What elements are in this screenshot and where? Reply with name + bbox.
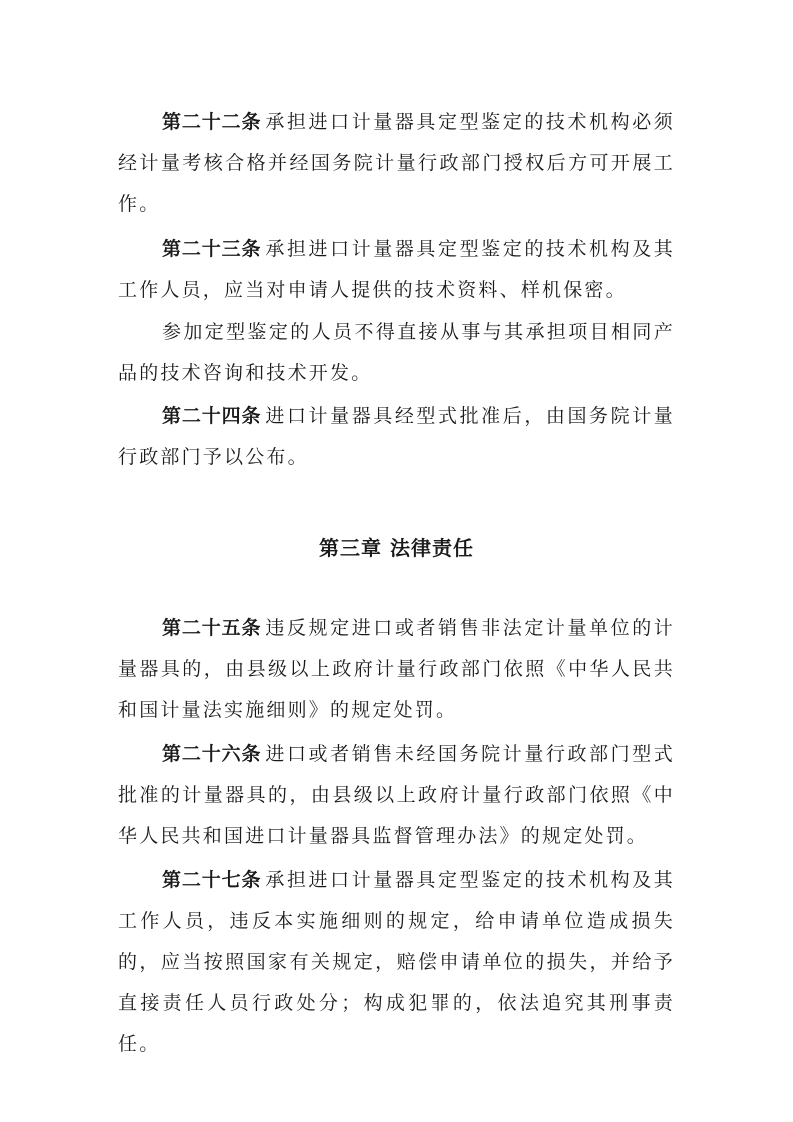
article-24-paragraph — [118, 396, 675, 478]
article-text: 承担进口计量器具定型鉴定的技术机构及其工作人员，违反本实施细则的规定，给申请单位造成损失的，应当按照国家有关规定，赔偿申请单位的损失，并给予直接责任人员行政处分；构成犯罪的，依法追究其刑事责任。 — [118, 869, 675, 1055]
article-23-second-paragraph — [118, 312, 675, 394]
article-number: 第二十六条 — [162, 743, 262, 765]
article-number: 第二十二条 — [162, 111, 262, 133]
article-text: 违反规定进口或者销售非法定计量单位的计量器具的，由县级以上政府计量行政部门依照《中华人民共和国计量法实施细则》的规定处罚。 — [118, 617, 675, 721]
article-text: 承担进口计量器具定型鉴定的技术机构及其工作人员，应当对申请人提供的技术资料、样机保密。 — [118, 238, 675, 301]
article-25-paragraph — [118, 608, 675, 731]
article-number: 第二十五条 — [162, 617, 262, 639]
article-text: 进口或者销售未经国务院计量行政部门型式批准的计量器具的，由县级以上政府计量行政部门依照《中华人民共和国进口计量器具监督管理办法》的规定处罚。 — [118, 743, 675, 847]
article-22-paragraph — [118, 102, 675, 225]
article-number: 第二十七条 — [162, 869, 262, 891]
article-27-paragraph — [118, 860, 675, 1065]
article-26-paragraph — [118, 734, 675, 857]
article-text: 承担进口计量器具定型鉴定的技术机构必须经计量考核合格并经国务院计量行政部门授权后方可开展工作。 — [118, 111, 675, 215]
article-number: 第二十三条 — [162, 238, 262, 260]
article-23-paragraph — [118, 229, 675, 311]
chapter-title: 第三章 法律责任 — [319, 536, 474, 560]
article-text: 参加定型鉴定的人员不得直接从事与其承担项目相同产品的技术咨询和技术开发。 — [118, 321, 675, 384]
article-number: 第二十四条 — [162, 405, 262, 427]
article-text: 进口计量器具经型式批准后，由国务院计量行政部门予以公布。 — [118, 405, 675, 468]
